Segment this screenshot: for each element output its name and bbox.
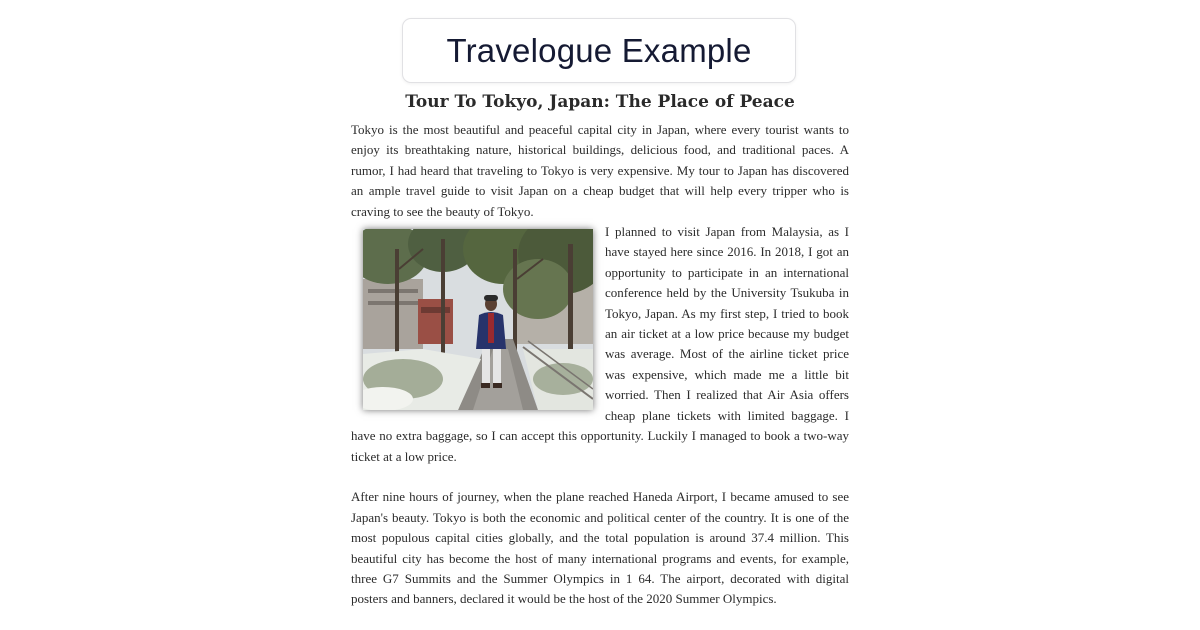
article-paragraph-3: After nine hours of journey, when the plane reached Haneda Airport, I became amused to see Japan's beauty. Tokyo is both the economic and political center of the country. It is one of the most populous capital cities globally, and the total population is around 37.4 million. This beautiful city has become the host of many international programs and events, for example, three G7 Summits and the Summer Olympics in 1 64. The airport, decorated with digital posters and banners, declared it would be the host of the 2020 Summer Olympics.: [351, 489, 849, 607]
article-paragraph-2: I planned to visit Japan from Malaysia, as I have stayed here since 2016. In 2018, I got an opportunity to participate in an international conference held by the University Tsukuba in Tokyo, Japan. As my first step, I tried to book an air ticket at a low price because my budget was average. Most of the airline ticket price was expensive, which made me a little bit worried. Then I realized that Air Asia offers cheap plane tickets with limited baggage. I have no extra baggage, so I can accept this opportunity. Luckily I managed to book a two-way ticket at a low price.: [351, 224, 849, 464]
title-card: [402, 18, 796, 83]
travel-photo-image: [363, 229, 593, 410]
travel-photo: [363, 229, 593, 410]
article-paragraph-1: Tokyo is the most beautiful and peaceful capital city in Japan, where every tourist wants to enjoy its breathtaking nature, historical buildings, delicious food, and traditional paces. A rumor, I had heard that traveling to Tokyo is very expensive. My tour to Japan has discovered an ample travel guide to visit Japan on a cheap budget that will help every tripper who is craving to see the beauty of Tokyo.: [351, 122, 849, 219]
article-heading: Tour To Tokyo, Japan: The Place of Peace: [405, 92, 795, 112]
article: [351, 90, 849, 610]
page-title: Travelogue Example: [446, 31, 752, 69]
